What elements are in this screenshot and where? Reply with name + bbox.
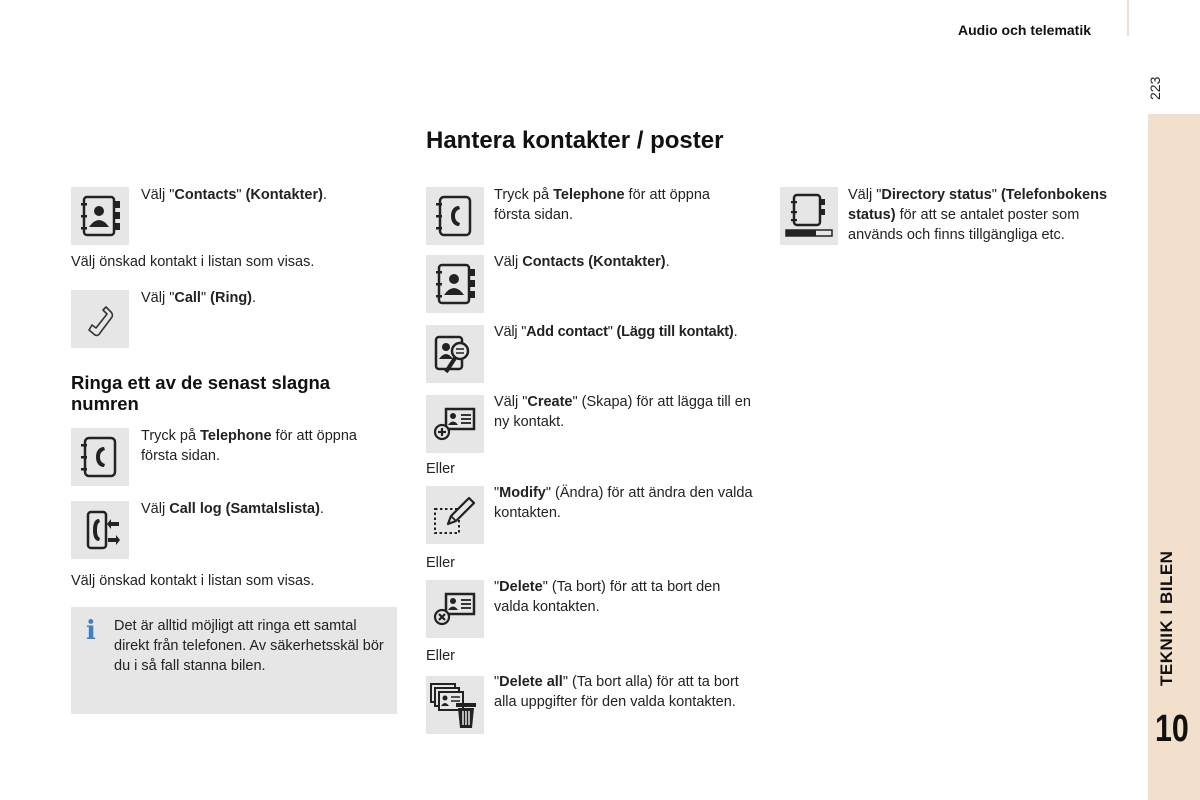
telephone-icon [71, 428, 129, 486]
telephone-instruction-2: Tryck på Telephone för att öppna första sidan. [494, 187, 710, 223]
chapter-tab [1148, 114, 1200, 800]
delete-contact-icon [426, 580, 484, 638]
add-contact-instruction: Välj "Add contact" (Lägg till kontakt). [494, 324, 738, 340]
or-label-2: Eller [426, 555, 456, 571]
chapter-number: 10 [1155, 708, 1189, 750]
delete-instruction: "Delete" (Ta bort) för att ta bort den valda kontakten. [494, 579, 721, 615]
contacts-instruction-2: Välj Contacts (Kontakter). [494, 254, 670, 270]
info-box [71, 607, 397, 714]
header-divider [1127, 0, 1129, 36]
call-instruction: Välj "Call" (Ring). [141, 290, 257, 306]
delete-all-icon [426, 676, 484, 734]
call-icon [71, 290, 129, 348]
page-number: 223 [1147, 76, 1163, 100]
contacts-icon [71, 187, 129, 245]
directory-status-instruction: Välj "Directory status" (Telefonbokens status) för att se antalet poster som används och finns tillgängliga etc. [848, 187, 1108, 243]
section-heading-recent-calls: Ringa ett av de senast slagna numren [71, 372, 331, 414]
contacts-icon [426, 255, 484, 313]
header-section-title: Audio och telematik [958, 22, 1092, 38]
contacts-instruction: Välj "Contacts" (Kontakter). [141, 187, 327, 203]
create-instruction: Välj "Create" (Skapa) för att lägga till en ny kontakt. [494, 394, 751, 430]
chapter-label: TEKNIK I BILEN [1157, 550, 1176, 686]
info-icon: i [86, 616, 96, 646]
or-label-3: Eller [426, 648, 456, 664]
modify-instruction: "Modify" (Ändra) för att ändra den valda kontakten. [494, 485, 753, 521]
modify-contact-icon [426, 486, 484, 544]
add-contact-icon [426, 325, 484, 383]
choose-contact-text-1: Välj önskad kontakt i listan som visas. [71, 254, 315, 270]
delete-all-instruction: "Delete all" (Ta bort alla) för att ta bort alla uppgifter för den valda kontakten. [494, 674, 739, 710]
call-log-instruction: Välj Call log (Samtalslista). [141, 501, 324, 517]
call-log-icon [71, 501, 129, 559]
directory-status-icon [780, 187, 838, 245]
info-text: Det är alltid möjligt att ringa ett samtal direkt från telefonen. Av säkerhetsskäl bör du i så fall stanna bilen. [114, 618, 384, 674]
choose-contact-text-2: Välj önskad kontakt i listan som visas. [71, 573, 315, 589]
telephone-instruction-1: Tryck på Telephone för att öppna första sidan. [141, 428, 357, 464]
page-title: Hantera kontakter / poster [426, 127, 724, 154]
create-contact-icon [426, 395, 484, 453]
or-label-1: Eller [426, 461, 456, 477]
telephone-icon [426, 187, 484, 245]
